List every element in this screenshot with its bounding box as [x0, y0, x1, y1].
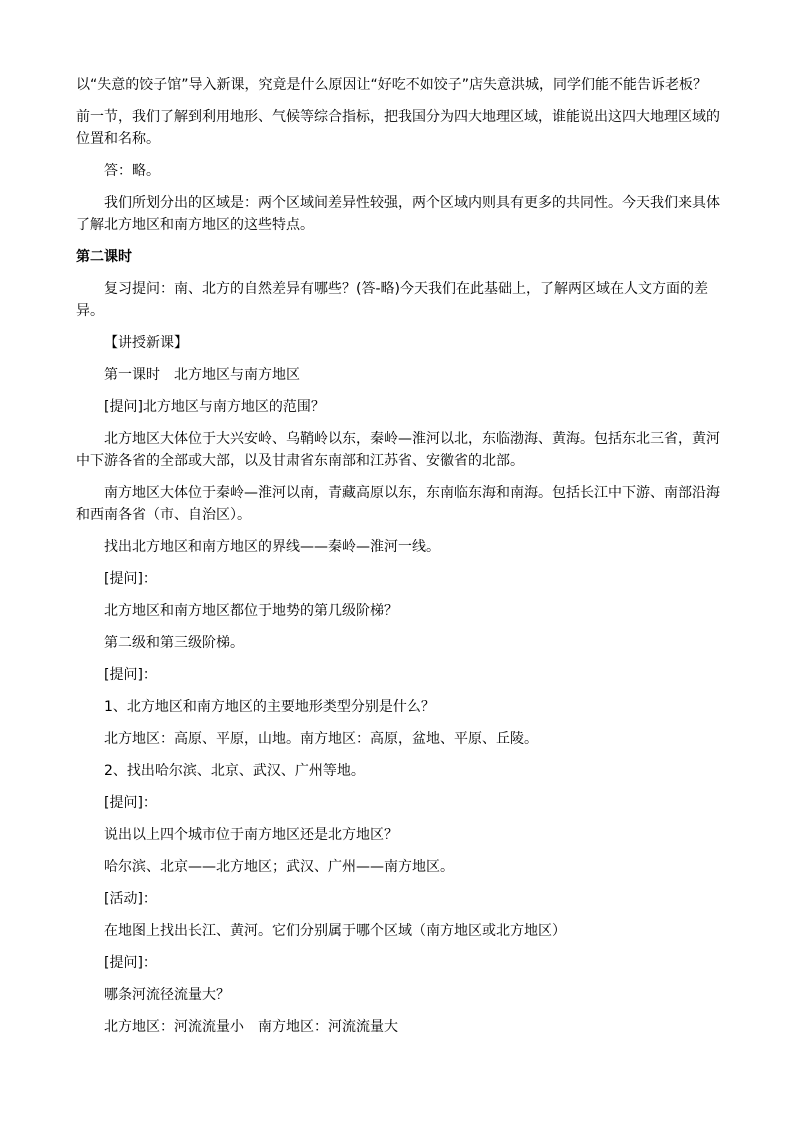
south-region-paragraph: 南方地区大体位于秦岭—淮河以南，青藏高原以东，东南临东海和南海。包括长江中下游、南部沿海和西南各省（市、自治区）。 — [76, 485, 720, 523]
question-label-1: [提问]： — [104, 571, 157, 587]
river-flow-question: 哪条河流径流量大？ — [104, 987, 230, 1003]
region-summary-paragraph: 我们所划分出的区域是：两个区域间差异性较强，两个区域内则具有更多的共同性。今天我们来具体了解北方地区和南方地区的这些特点。 — [76, 195, 720, 233]
document-body — [76, 74, 720, 1048]
city-region-question: 说出以上四个城市位于南方地区还是北方地区？ — [104, 827, 398, 843]
question-label-4: [提问]： — [104, 955, 157, 971]
north-region-paragraph: 北方地区大体位于大兴安岭、乌鞘岭以东，秦岭—淮河以北，东临渤海、黄海。包括东北三省，黄河中下游各省的全部或大部，以及甘肃省东南部和江苏省、安徽省的北部。 — [76, 431, 720, 469]
section-heading: 第二课时 — [76, 249, 132, 265]
review-prompt-paragraph: 复习提问：南、北方的自然差异有哪些？(答-略)今天我们在此基础上，了解两区域在人文方面的差异。 — [76, 281, 708, 319]
question-scope: [提问]北方地区与南方地区的范围？ — [104, 399, 325, 415]
terrain-type-question: 1、北方地区和南方地区的主要地形类型分别是什么？ — [104, 699, 435, 715]
activity-label: [活动]： — [104, 891, 157, 907]
city-find-prompt: 2、找出哈尔滨、北京、武汉、广州等地。 — [104, 763, 365, 779]
terrain-step-question: 北方地区和南方地区都位于地势的第几级阶梯？ — [104, 603, 398, 619]
terrain-type-answer: 北方地区：高原、平原，山地。南方地区：高原，盆地、平原、丘陵。 — [104, 731, 538, 747]
intro-paragraph: 以“失意的饺子馆”导入新课，究竟是什么原因让“好吃不如饺子”店失意洪城，同学们能不能告诉老板？ — [76, 77, 708, 93]
question-label-3: [提问]： — [104, 795, 157, 811]
review-question-paragraph: 前一节，我们了解到利用地形、气候等综合指标，把我国分为四大地理区域，谁能说出这四大地理区域的位置和名称。 — [76, 109, 720, 147]
terrain-step-answer: 第二级和第三级阶梯。 — [104, 635, 244, 651]
answer-paragraph: 答：略。 — [104, 163, 160, 179]
boundary-paragraph: 找出北方地区和南方地区的界线——秦岭—淮河一线。 — [104, 539, 440, 555]
river-flow-answer: 北方地区：河流流量小 南方地区：河流流量大 — [104, 1019, 398, 1035]
lesson-title: 第一课时 北方地区与南方地区 — [104, 367, 300, 383]
city-region-answer: 哈尔滨、北京——北方地区；武汉、广州——南方地区。 — [104, 859, 454, 875]
question-label-2: [提问]： — [104, 667, 157, 683]
river-activity-paragraph: 在地图上找出长江、黄河。它们分别属于哪个区域（南方地区或北方地区） — [104, 923, 566, 939]
new-lesson-heading: 【讲授新课】 — [104, 335, 188, 351]
